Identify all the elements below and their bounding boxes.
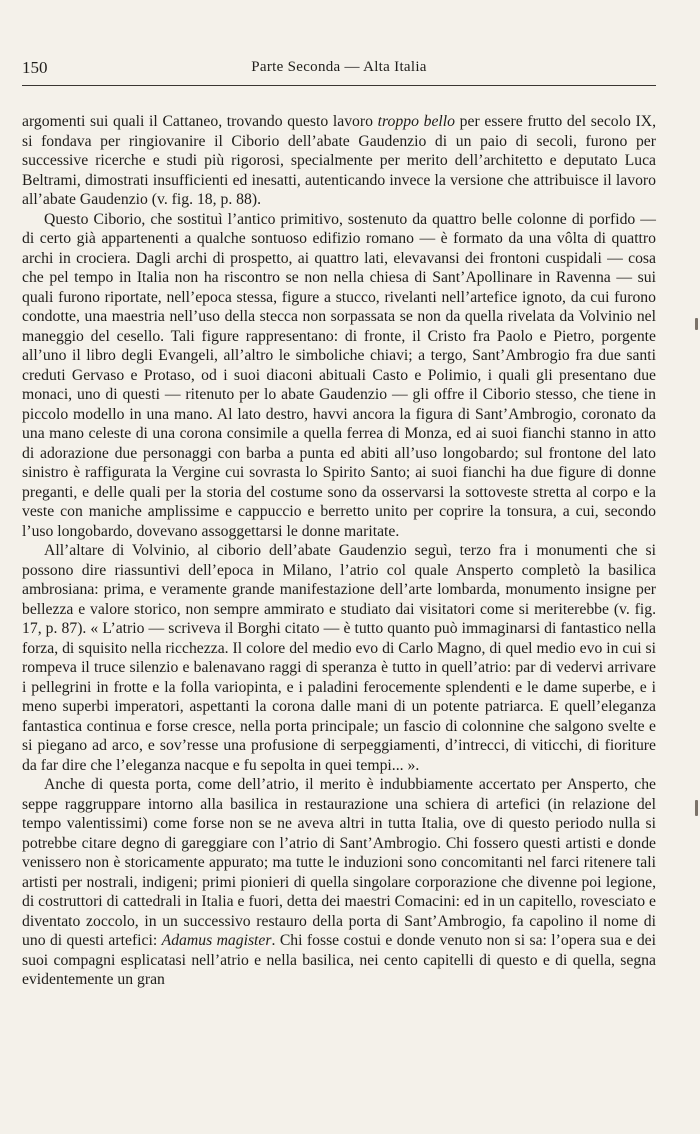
text-run: Anche di questa porta, come dell’atrio, il merito è indubbiamente accertato per Ansperto, che seppe raggruppare intorno alla basilica in restaurazione una schiera di artefici (in relazione del tempo valentissimi) come forse non se ne aveva altri in tutta Italia, ove di questo periodo nulla si potrebbe citare degno di gareggiare con l’atrio di Sant’Ambrogio. Chi fossero questi artisti e donde venissero non è storicamente appurato; ma tutte le induzioni sono concomitanti nel farci ritenere tali artisti per nostrali, indigeni; primi pionieri di quella singolare corporazione che divenne poi legione, di costruttori di cattedrali in Italia e fuori, detta dei maestri Comacini: ed in un capitello, rovesciato e diventato zoccolo, in un successivo restauro della porta di Sant’Ambrogio, fa capolino il nome di uno di questi artefici: [22,776,656,949]
header-rule [22,85,656,86]
text-run: All’altare di Volvinio, al ciborio dell’abate Gaudenzio seguì, terzo fra i monumenti che si possono dire riassuntivi dell’epoca in Milano, l’atrio col quale Ansperto completò la basilica ambrosiana: prima, e veramente grande manifestazione dell’arte lombarda, monumento insigne per bellezza e valore storico, non sempre ammirato e studiato dai visitatori come si meriterebbe (v. fig. 17, p. 87). « L’atrio — scriveva il Borghi citato — è tutto quanto può immaginarsi di fantastico nella forza, di squisito nella ricchezza. Il colore del medio evo di Carlo Magno, di quel medio evo in cui si rompeva il truce silenzio e balenavano raggi di speranza è tutto in quell’atrio: par di vedervi arrivare i pellegrini in frotte e la folla variopinta, e i paladini ferocemente splendenti e le dame superbe, e i meno superbi imperatori, aspettanti la corona dalle mani di un potente patriarca. E quell’eleganza fantastica continua e forse cresce, nella porta principale; un fascio di colonnine che salgono svelte e si piegano ad arco, e sov’resse una profusione di serpeggiamenti, d’intrecci, di viticchi, di fioriture da far dire che l’eleganza nacque e fu sepolta in quei tempi... ». [22,542,656,774]
paragraph [22,775,656,990]
text-run: per essere frutto del secolo IX, si fondava per ringiovanire il Ciborio dell’abate Gaudenzio di un paio di secoli, furono per successive ricerche e studi più rigorosi, specialmente per merito dell’architetto e deputato Luca Beltrami, dimostrati insufficienti ed inesatti, autenticando invece la versione che attribuisce il lavoro all’abate Gaudenzio (v. fig. 18, p. 88). [22,113,656,208]
paragraph [22,112,656,210]
running-head: Parte Seconda — Alta Italia [251,59,427,75]
page-number: 150 [22,58,48,77]
text-run: Questo Ciborio, che sostituì l’antico primitivo, sostenuto da quattro belle colonne di porfido — di certo già appartenenti a qualche sontuoso edifizio romano — è formato da una vôlta di quattro archi in crociera. Dagli archi di prospetto, ai quattro lati, elevavansi dei frontoni cuspidali — cosa che pel tempo in Italia non ha riscontro se non nella chiesa di Sant’Apollinare in Ravenna — sui quali furono riportate, nell’epoca stessa, figure a stucco, rivelanti nell’artefice ignoto, da cui furono condotte, una maestria nell’uso della stecca non sorpassata se non da quella rivelata da Volvinio nel maneggio del cesello. Tali figure rappresentano: di fronte, il Cristo fra Paolo e Pietro, porgente all’uno il libro degli Evangeli, all’altro le simboliche chiavi; a tergo, Sant’Ambrogio fra due santi creduti Gervaso e Protaso, od i suoi diaconi abituali Casto e Polimio, i quali gli presentano due monaci, uno di questi — ritenuto per lo abate Gaudenzio — gli offre il Ciborio stesso, che tiene in piccolo modello in una mano. Al lato destro, havvi ancora la figura di Sant’Ambrogio, coronato da una mano celeste di una corona consimile a quella ferrea di Monza, ed ai suoi fianchi stanno in atto di adorazione due personaggi con barba a punta ed abiti all’uso longobardo; sul frontone del lato sinistro è raffigurata la Vergine cui sovrasta lo Spirito Santo; ai suoi fianchi ha due figure di donne preganti, e delle quali per la storia del costume sono da osservarsi la sottoveste stretta al corpo e la veste con maniche amplissime e cappuccio e berretto unito per coprire la tonsura, a cui, secondo l’uso longobardo, dovevano assoggettarsi le donne maritate. [22,210,656,540]
paragraph [22,541,656,775]
body-text [22,112,656,990]
text-run: . Chi fosse costui e donde venuto non si sa: l’opera sua e dei suoi compagni esplicatasi nell’atrio e nella basilica, nei cento capitelli di questo e di quella, segna evidentemente un gran [22,932,656,988]
paragraph [22,210,656,542]
page-edge-mark [695,318,698,330]
page-edge-mark [695,800,698,816]
page-header [22,58,656,80]
italic-text: troppo bello [377,113,455,130]
italic-text: Adamus magister [161,932,272,949]
text-run: argomenti sui quali il Cattaneo, trovando questo lavoro [22,113,378,130]
